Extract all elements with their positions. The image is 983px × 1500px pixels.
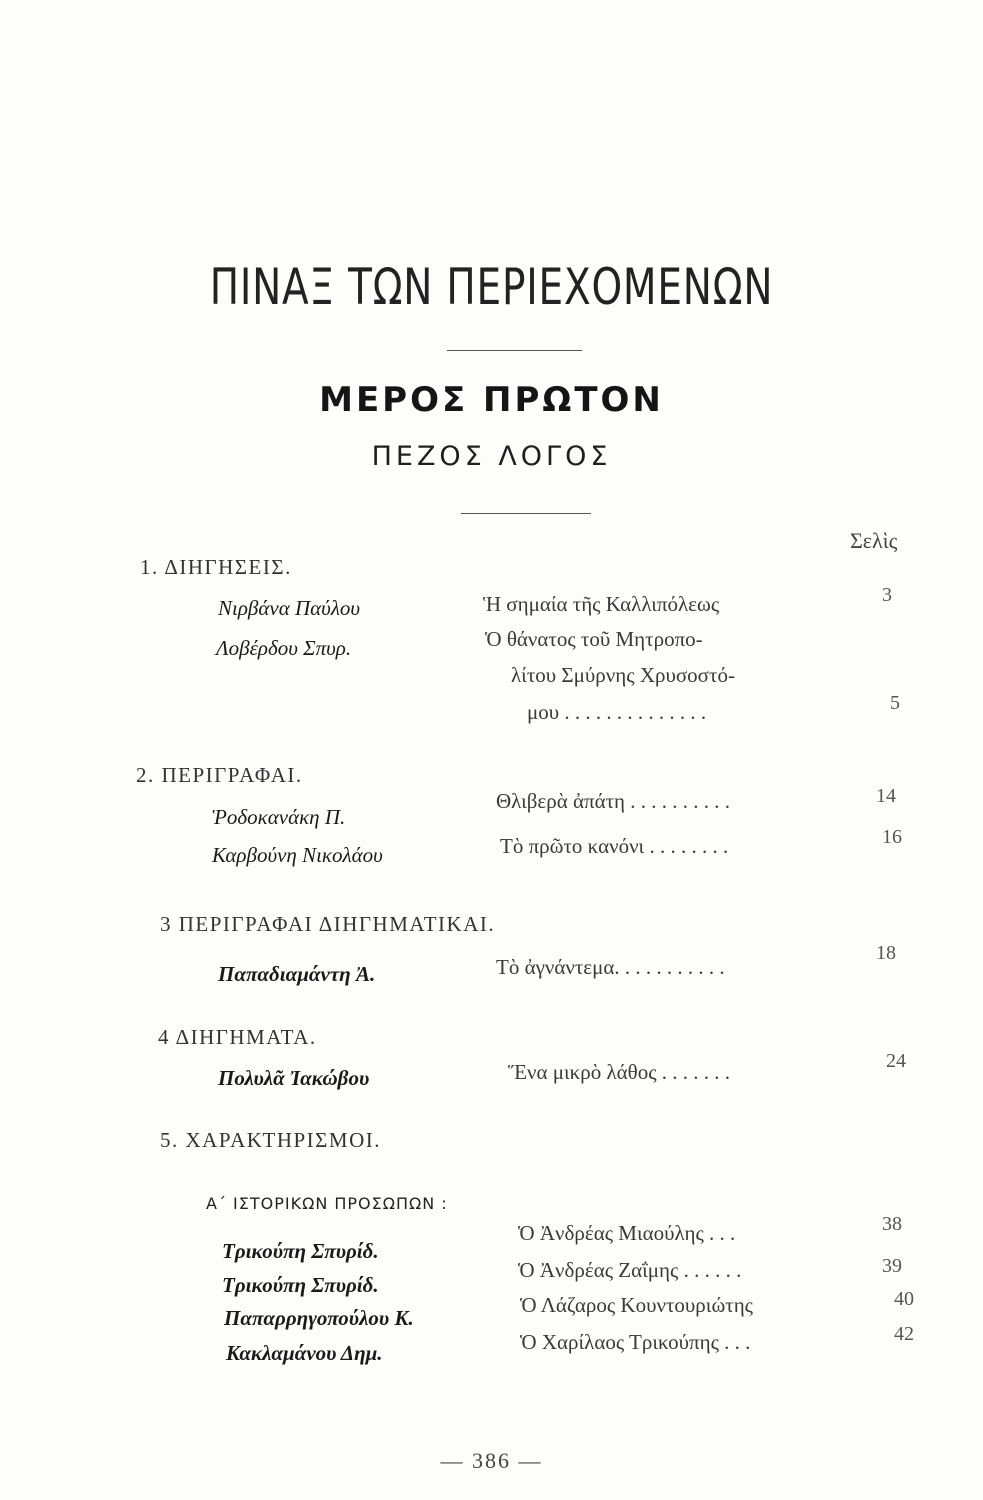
entry-title: Ἡ σημαία τῆς Καλλιπόλεως: [483, 592, 720, 616]
entry-page: 14: [876, 785, 896, 807]
entry-title: Ὁ Χαρίλαος Τρικούπης . . .: [520, 1330, 751, 1354]
entry-page: 40: [894, 1288, 914, 1310]
entry-author: Πολυλᾶ Ἰακώβου: [218, 1066, 370, 1090]
entry-page: 16: [882, 826, 902, 848]
entry-title: Ὁ Ἀνδρέας Μιαούλης . . .: [518, 1221, 736, 1245]
entry-page: 24: [886, 1050, 906, 1072]
entry-title: Τὸ ἀγνάντεμα. . . . . . . . . . .: [496, 955, 725, 979]
entry-title: Θλιβερὰ ἀπάτη . . . . . . . . . .: [496, 789, 731, 813]
entry-title: Ὁ Λάζαρος Κουντουριώτης: [520, 1293, 753, 1317]
entry-author: Κακλαμάνου Δημ.: [226, 1341, 383, 1365]
entry-author: Παπαρρηγοπούλου Κ.: [224, 1306, 414, 1330]
section-heading: 5. ΧΑΡΑΚΤΗΡΙΣΜΟΙ.: [160, 1128, 381, 1152]
entry-title: Τὸ πρῶτο κανόνι . . . . . . . .: [500, 834, 729, 858]
entry-title: Ὁ θάνατος τοῦ Μητροπο-: [485, 627, 703, 651]
entry-author: Τρικούπη Σπυρίδ.: [222, 1239, 379, 1263]
entry-author: Νιρβάνα Παύλου: [218, 596, 361, 620]
entry-page: 42: [894, 1323, 914, 1345]
entry-title-continued: μου . . . . . . . . . . . . . .: [527, 700, 707, 724]
page-column-header: Σελὶς: [850, 528, 898, 553]
page-number-footer: — 386 —: [440, 1448, 543, 1473]
section-heading: 3 ΠΕΡΙΓΡΑΦΑΙ ΔΙΗΓΗΜΑΤΙΚΑΙ.: [160, 912, 496, 936]
entry-author: Λοβέρδου Σπυρ.: [216, 636, 352, 660]
section-heading: 4 ΔΙΗΓΗΜΑΤΑ.: [158, 1025, 317, 1049]
entry-title: Ὁ Ἀνδρέας Ζαΐμης . . . . . .: [518, 1258, 742, 1282]
entry-title-continued: λίτου Σμύρνης Χρυσοστό-: [511, 663, 735, 687]
entry-author: Παπαδιαμάντη Ἀ.: [218, 962, 376, 986]
section-heading: 2. ΠΕΡΙΓΡΑΦΑΙ.: [136, 763, 303, 787]
entry-title: Ἕνα μικρὸ λάθος . . . . . . .: [508, 1060, 731, 1084]
subsection-heading: Α΄ ΙΣΤΟΡΙΚΩΝ ΠΡΟΣΩΠΩΝ :: [206, 1194, 448, 1213]
entry-page: 38: [882, 1213, 902, 1235]
subtitle: ΠΕΖΟΣ ΛΟΓΟΣ: [371, 441, 612, 472]
entry-page: 3: [882, 584, 892, 606]
entry-page: 18: [876, 942, 896, 964]
entry-author: Καρβούνη Νικολάου: [212, 843, 383, 867]
entry-author: Τρικούπη Σπυρίδ.: [222, 1273, 379, 1297]
section-heading: 1. ΔΙΗΓΗΣΕΙΣ.: [140, 555, 292, 579]
entry-author: Ῥοδοκανάκη Π.: [212, 805, 346, 829]
title-rule: [447, 350, 582, 351]
subtitle-rule: [461, 513, 591, 514]
entry-page: 39: [882, 1255, 902, 1277]
entry-page: 5: [890, 692, 900, 714]
part-title: ΜΕΡΟΣ ΠΡΩΤΟΝ: [319, 380, 664, 420]
contents-title: ΠΙΝΑΞ ΤΩΝ ΠΕΡΙΕΧΟΜΕΝΩΝ: [209, 258, 774, 316]
